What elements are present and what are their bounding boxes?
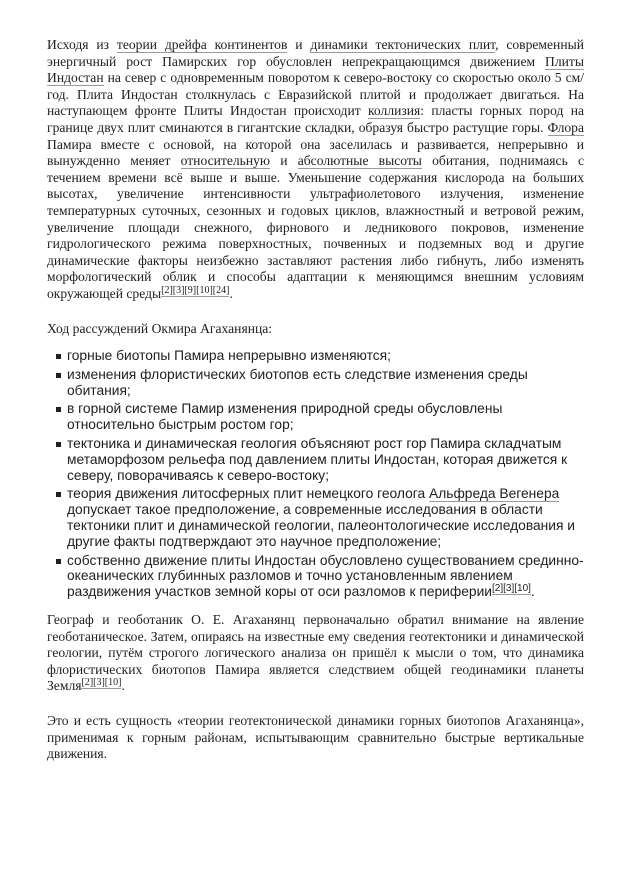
- list-item: изменения флористических биотопов есть следствие изменения среды обитания;: [47, 367, 584, 399]
- footnote-refs[interactable]: [2][3][10]: [492, 583, 531, 595]
- text-run: .: [229, 285, 233, 301]
- list-item: горные биотопы Памира непрерывно изменяются;: [47, 348, 584, 364]
- list-item: тектоника и динамическая геология объясняют рост гор Памира складчатым метаморфозом рельефа под давлением плиты Индостан, которая движется к северу, поворачиваясь к северо-востоку;: [47, 436, 584, 483]
- link-indian-plate[interactable]: Плиты Индостан: [47, 53, 584, 86]
- text-run: Памира вместе с основой, на которой она заселилась и развивается, непрерывно и вынужденно меняет: [47, 136, 584, 169]
- text-run: Географ и геоботаник О. Е. Агаханянц первоначально обратил внимание на явление геоботаническое. Затем, опираясь на известные ему сведения геотектоники и динамической геологии, путём строгого логического анализа он пришёл к мысли о том, что динамика флористических биотопов Памира является следствием общей геодинамики планеты Земля: [47, 612, 584, 694]
- bullet-icon: [56, 354, 61, 359]
- paragraph-plate-tectonics: [47, 37, 584, 303]
- text-run: и: [287, 37, 311, 52]
- text-run: : пласты горных пород на границе двух плит сминаются в гигантские складки, образуя быстро растущие горы.: [47, 103, 585, 135]
- text-run: Исходя из: [47, 37, 117, 52]
- text-run: на север с одновременным поворотом к северо-востоку со скоростью около 5 см/год. Плита Индостан столкнулась с Евразийской плитой и продолжает двигаться. На наступающем фронте Плиты Индостан происходит: [47, 70, 584, 119]
- text-run: обитания, поднимаясь с течением времени всё выше и выше. Уменьшение содержания кислорода на больших высотах, увеличение интенсивности ультрафиолетового излучения, изменение температурных суточных, сезонных и годовых циклов, влажностный и ветровой режим, увеличение площади снежного, фирнового и ледникового покровов, изменение гидрологического режима поверхностных, почвенных и подземных вод и другие динамические факторы неизбежно заставляют растения либо гибнуть, либо изменять морфологический облик и способы адаптации к меняющимся внешним условиям окружающей среды: [47, 153, 585, 301]
- link-collision[interactable]: коллизия: [368, 103, 421, 119]
- bullet-icon: [56, 373, 61, 378]
- link-alfred-wegener[interactable]: Альфреда Вегенера: [429, 486, 560, 502]
- link-plate-tectonics[interactable]: динамики тектонических плит: [310, 37, 496, 52]
- list-item: теория движения литосферных плит немецкого геолога Альфреда Вегенера допускает такое предположение, а современные исследования в области тектоники плит и динамической геологии, палеонтологические исследования и другие факты подтверждают это научное предположение;: [47, 486, 584, 549]
- footnote-refs[interactable]: [2][3][10]: [81, 677, 122, 689]
- bullet-icon: [56, 407, 61, 412]
- article-body: [47, 37, 584, 763]
- paragraph-reasoning-intro: Ход рассуждений Окмира Агаханянца:: [47, 320, 273, 336]
- bullet-icon: [56, 442, 61, 447]
- text-run: , современный энергичный рост Памирских гор обусловлен непрекращающимся движением: [47, 37, 585, 69]
- reasoning-list: [47, 348, 584, 600]
- link-flora[interactable]: Флора: [547, 119, 584, 135]
- text-run: .: [121, 678, 125, 694]
- link-absolute-height[interactable]: абсолютные высоты: [297, 153, 422, 169]
- text-run: и: [270, 153, 298, 169]
- footnote-refs[interactable]: [2][3][9][10][24]: [161, 284, 230, 296]
- list-item: собственно движение плиты Индостан обусловлено существованием срединно-океанических глубинных разломов и точно установленным явлением раздвижения участков земной коры от оси разломов к периферии[2][3][10].: [47, 553, 584, 600]
- paragraph-geobotanist: [47, 612, 584, 695]
- link-continental-drift[interactable]: теории дрейфа континентов: [116, 37, 288, 52]
- bullet-icon: [56, 492, 61, 497]
- link-relative-height[interactable]: относительную: [180, 153, 271, 169]
- bullet-icon: [56, 559, 61, 564]
- paragraph-theory-essence: Это и есть сущность «теории геотектонической динамики горных биотопов Агаханянца», применимая к горным районам, испытывающим сравнительно быстрые вертикальные движения.: [47, 713, 584, 762]
- list-item: в горной системе Памир изменения природной среды обусловлены относительно быстрым ростом гор;: [47, 401, 584, 433]
